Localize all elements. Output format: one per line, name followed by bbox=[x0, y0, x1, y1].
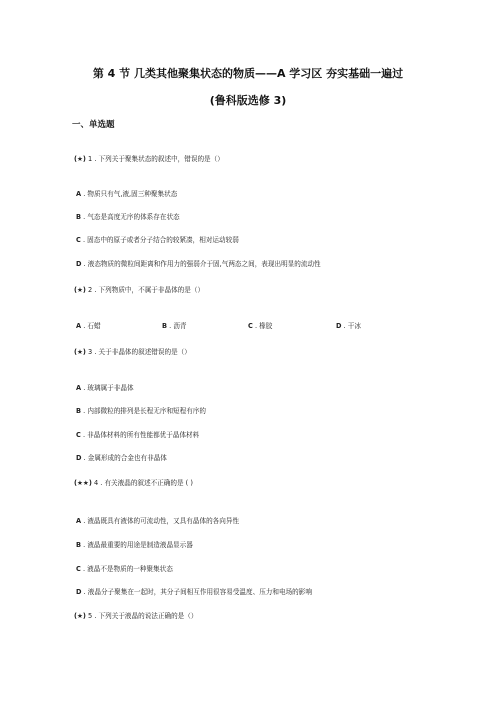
question-text: 3 . 关于非晶体的叙述错误的是（） bbox=[85, 348, 191, 356]
q4-option-c: C . 液晶不是物质的一种聚集状态 bbox=[76, 565, 173, 573]
difficulty-stars: (★) bbox=[74, 612, 86, 620]
q3-option-a: A . 玻璃属于非晶体 bbox=[76, 384, 134, 392]
q1-option-d: D . 液态物质的微粒间距离和作用力的强弱介于固,气两态之间，表现出明显的流动性 bbox=[76, 260, 321, 268]
question-3 bbox=[74, 346, 191, 356]
question-4 bbox=[74, 477, 193, 487]
q4-option-a: A . 液晶既具有液体的可流动性，又具有晶体的各向异性 bbox=[76, 517, 240, 525]
q2-option-d: D . 干冰 bbox=[336, 322, 361, 330]
q4-option-d: D . 液晶分子聚集在一起时，其分子间相互作用很容易受温度、压力和电场的影响 bbox=[76, 588, 312, 596]
q3-option-c: C . 非晶体材料的所有性能都优于晶体材料 bbox=[76, 431, 200, 439]
question-text: 2 . 下列物质中，不属于非晶体的是（） bbox=[85, 286, 205, 294]
q3-option-b: B . 内部微粒的排列是长程无序和短程有序的 bbox=[76, 407, 207, 415]
question-text: 1 . 下列关于聚集状态的叙述中，错误的是（） bbox=[85, 155, 224, 163]
q3-option-d: D . 金属形成的合金也有非晶体 bbox=[76, 454, 167, 462]
q1-option-b: B . 气态是高度无序的体系存在状态 bbox=[76, 213, 180, 221]
question-5 bbox=[74, 610, 197, 620]
q4-option-b: B . 液晶最重要的用途是制造液晶显示器 bbox=[76, 541, 193, 549]
document-title: 第 4 节 几类其他聚集状态的物质——A 学习区 夯实基础一遍过 bbox=[92, 67, 404, 80]
q2-option-c: C . 橡胶 bbox=[248, 322, 273, 330]
q2-option-b: B . 沥青 bbox=[162, 322, 187, 330]
question-1 bbox=[74, 153, 224, 163]
q1-option-a: A . 物质只有气,液,固三种聚集状态 bbox=[76, 190, 178, 198]
q1-option-c: C . 固态中的原子或者分子结合的较紧凑，相对运动较弱 bbox=[76, 236, 239, 244]
section-heading: 一、单选题 bbox=[72, 120, 115, 130]
difficulty-stars: (★★) bbox=[74, 479, 92, 487]
question-text: 5 . 下列关于液晶的说法正确的是（） bbox=[85, 612, 198, 620]
difficulty-stars: (★) bbox=[74, 155, 86, 163]
question-text: 4 . 有关液晶的叙述不正确的是 ( ) bbox=[91, 479, 193, 487]
difficulty-stars: (★) bbox=[74, 348, 86, 356]
q2-option-a: A . 石蜡 bbox=[76, 322, 101, 330]
question-2 bbox=[74, 284, 204, 294]
difficulty-stars: (★) bbox=[74, 286, 86, 294]
document-subtitle: (鲁科版选修 3) bbox=[209, 94, 287, 107]
